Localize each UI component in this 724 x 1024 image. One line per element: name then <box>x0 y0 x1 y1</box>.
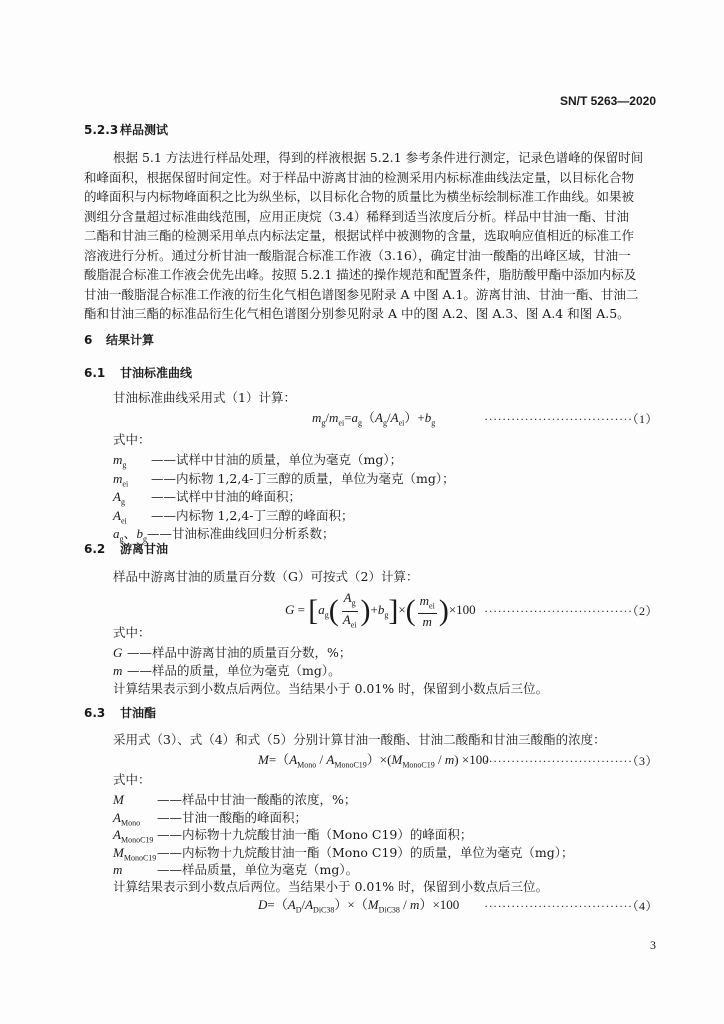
symbol-letter: A <box>113 489 121 504</box>
formula-term: A <box>343 590 352 605</box>
section-number: 6.2 <box>84 542 106 556</box>
paragraph-line: 测组分含量超过标准曲线范围，应用正庚烷（3.4）稀释到适当浓度后分析。样品中甘油一酯、甘油 <box>84 208 629 224</box>
section-title: 结果计算 <box>106 333 155 347</box>
symbol-letter: m <box>113 470 123 486</box>
symbol-subscript: g <box>122 460 127 470</box>
formula-term: ）+ <box>404 410 425 425</box>
symbol-subscript: g <box>119 534 124 544</box>
paren-open: ( <box>405 594 416 628</box>
section-heading-6-1 <box>84 365 192 381</box>
formula-term: m <box>329 410 339 425</box>
symbol-letter: A <box>113 827 121 842</box>
symbol-subscript: MonoC19 <box>123 853 157 863</box>
formula-term: ）×100 <box>419 897 460 912</box>
section-number: 6.3 <box>84 706 106 720</box>
symbol-letter: b <box>136 526 144 541</box>
equation-number: （2） <box>632 604 658 618</box>
formula-4-leader <box>484 897 658 914</box>
bracket-open: [ <box>308 594 319 628</box>
where-label: 式中： <box>113 432 151 447</box>
dot-leader: ································· <box>484 604 633 618</box>
paragraph-line: 酯和甘油三酯的标准品衍生化气相色谱图分别参见附录 A 中的图 A.2、图 A.3、图 A.4 和图 A.5。 <box>84 306 630 321</box>
symbol-letter: A <box>113 809 121 825</box>
formula-subscript: g <box>431 418 436 428</box>
rounding-note: 计算结果表示到小数点后两位。当结果小于 0.01% 时，保留到小数点后三位。 <box>113 681 549 696</box>
formula-subscript: Mono <box>297 760 317 770</box>
formula-term: ×100 <box>448 602 476 618</box>
formula-subscript: g <box>321 418 326 428</box>
rounding-note: 计算结果表示到小数点后两位。当结果小于 0.01% 时，保留到小数点后三位。 <box>113 879 549 894</box>
formula-intro: 采用式（3）、式（4）和式（5）分别计算甘油一酸酯、甘油二酸酯和甘油三酸酯的浓度： <box>113 732 606 747</box>
symbol-letter: A <box>113 507 121 523</box>
formula-term: M <box>391 752 403 767</box>
paragraph-line: 根据 5.1 方法进行样品处理，得到的样液根据 5.2.1 参考条件进行测定，记录色谱峰的保留时间 <box>113 150 644 165</box>
formula-4 <box>258 897 459 919</box>
formula-term: A <box>289 752 298 767</box>
formula-term: ）×（ <box>334 897 368 912</box>
symbol-subscript: ei <box>120 516 127 526</box>
symbol-letter: M <box>113 792 124 807</box>
paren-close: ) <box>438 594 449 628</box>
formula-term: A <box>287 897 296 912</box>
symbol-subscript: Mono <box>120 818 141 828</box>
formula-intro: 样品中游离甘油的质量百分数（G）可按式（2）计算： <box>113 569 419 584</box>
paren-close: ) <box>360 594 371 628</box>
formula-subscript: ei <box>429 601 435 611</box>
variable-description: ——样品中游离甘油的质量百分数，%； <box>127 645 352 660</box>
formula-term: A <box>326 752 335 767</box>
formula-subscript: DiC38 <box>378 905 400 915</box>
formula-term: m <box>419 592 430 608</box>
formula-term: ）×( <box>366 752 392 767</box>
fraction-peak-area <box>341 590 359 632</box>
variable-description: ——样品的质量，单位为毫克（mg）。 <box>127 663 341 678</box>
formula-term: A <box>375 410 383 425</box>
formula-term: + <box>370 602 378 618</box>
formula-2-leader <box>484 602 658 619</box>
formula-subscript: ei <box>338 418 345 428</box>
section-title: 甘油标准曲线 <box>120 366 193 380</box>
section-number: 6 <box>84 333 93 347</box>
variable-description: ——内标物 1,2,4-丁三醇的峰面积； <box>151 507 354 523</box>
section-title: 游离甘油 <box>120 542 169 556</box>
running-header-standard-number: SN/T 5263—2020 <box>559 94 656 108</box>
where-label: 式中： <box>113 625 151 640</box>
section-title: 甘油酯 <box>120 706 157 720</box>
formula-term: A <box>390 410 399 425</box>
formula-2 <box>285 590 476 635</box>
variable-description: ——内标物十九烷酸甘油一酯（Mono C19）的质量，单位为毫克（mg）； <box>157 844 574 860</box>
formula-term: / <box>316 752 327 767</box>
formula-subscript: MonoC19 <box>334 760 367 770</box>
paragraph-line: 和峰面积，根据保留时间定性。对于样品中游离甘油的检测采用内标标准曲线法定量，以目标化合物 <box>84 169 635 185</box>
fraction-mass <box>418 593 437 630</box>
paragraph-line: 二酯和甘油三酯的检测采用单点内标法定量，根据试样中被测物的含量，选取响应值相近的标准工作 <box>84 228 635 243</box>
variable-description: ——甘油一酸酯的峰面积； <box>157 809 308 825</box>
bracket-close: ] <box>388 594 399 628</box>
paragraph-line: 甘油一酸脂混合标准工作液的衍生化气相色谱图参见附录 A 中图 A.1。游离甘油、甘油一酯、甘油二 <box>84 286 639 302</box>
formula-term: = <box>297 602 305 618</box>
formula-term: m <box>422 614 432 630</box>
formula-term: （ <box>362 410 376 425</box>
formula-subscript: g <box>351 598 356 608</box>
paragraph-line: 酸脂混合标准工作液会优先出峰。按照 5.2.1 描述的操作规范和配置条件，脂肪酸甲酯中添加内标及 <box>84 267 637 282</box>
formula-subscript: g <box>383 418 387 428</box>
formula-3 <box>258 752 489 774</box>
formula-term: D <box>258 897 268 912</box>
variable-description: ——甘油标准曲线回归分析系数； <box>147 526 335 541</box>
formula-term: A <box>342 611 351 627</box>
formula-subscript: DiC38 <box>313 905 335 915</box>
symbol-letter: m <box>113 452 123 467</box>
symbol-letter: M <box>113 844 124 860</box>
formula-term: b <box>424 410 432 425</box>
formula-subscript: g <box>324 610 329 620</box>
paren-open: ( <box>328 594 339 628</box>
dot-leader: ································· <box>484 412 633 426</box>
section-heading-6-2 <box>84 541 168 557</box>
variable-description: ——样品中甘油一酸酯的浓度，%； <box>157 792 357 807</box>
dot-leader: ································· <box>484 899 633 913</box>
where-label: 式中： <box>113 772 151 787</box>
formula-1-leader <box>484 410 658 427</box>
section-number: 6.1 <box>84 366 106 380</box>
formula-term: =（ <box>268 752 290 767</box>
formula-term: / <box>399 897 411 912</box>
variable-description: ——内标物 1,2,4-丁三醇的质量，单位为毫克（mg）； <box>151 470 455 486</box>
section-number: 5.2.3 <box>84 123 119 137</box>
paragraph-line: 的峰面积与内标物峰面积之比为纵坐标，以目标化合物的质量比为横坐标绘制标准工作曲线。如果被 <box>84 189 635 204</box>
formula-term: / <box>387 410 391 425</box>
section-title: 样品测试 <box>120 123 169 137</box>
formula-1 <box>312 410 435 432</box>
formula-term: ) ×100 <box>454 752 489 767</box>
section-heading-6-3 <box>84 705 156 721</box>
formula-intro: 甘油标准曲线采用式（1）计算： <box>113 390 296 405</box>
symbol-letter: a <box>113 526 120 541</box>
formula-term: / <box>301 897 306 912</box>
equation-number: （4） <box>632 899 658 913</box>
formula-term: A <box>305 897 314 912</box>
formula-term: b <box>377 602 385 618</box>
separator: 、 <box>123 526 137 541</box>
formula-subscript: MonoC19 <box>402 760 435 770</box>
formula-subscript: g <box>358 418 363 428</box>
symbol-letter: m <box>113 862 123 877</box>
dot-leader: ································· <box>484 754 633 768</box>
equation-number: （3） <box>632 754 658 768</box>
formula-term: = <box>344 410 352 425</box>
formula-subscript: ei <box>398 418 405 428</box>
formula-subscript: ei <box>350 620 357 630</box>
symbol-subscript: g <box>120 497 125 507</box>
paragraph-line: 溶液进行分析。通过分析甘油一酸脂混合标准工作液（3.16），确定甘油一酸酯的出峰区域，甘油一 <box>84 247 631 263</box>
symbol-letter: G <box>113 645 123 660</box>
symbol-letter: m <box>113 663 123 678</box>
variable-description: ——内标物十九烷酸甘油一酯（Mono C19）的峰面积； <box>157 827 473 842</box>
formula-term: m <box>312 410 322 425</box>
formula-subscript: D <box>295 905 302 915</box>
equation-number: （1） <box>632 412 658 426</box>
page-number: 3 <box>650 938 656 952</box>
symbol-subscript: g <box>143 534 148 544</box>
formula-term: × <box>398 602 406 618</box>
formula-term: m <box>444 752 455 767</box>
formula-term: m <box>410 897 420 912</box>
formula-term: M <box>367 897 379 912</box>
symbol-subscript: ei <box>122 479 129 489</box>
formula-term: =（ <box>267 897 288 912</box>
formula-term: / <box>325 410 330 425</box>
formula-term: a <box>318 602 325 618</box>
variable-description: ——试样中甘油的峰面积； <box>151 489 302 504</box>
formula-3-leader <box>484 752 658 769</box>
formula-term: / <box>434 752 445 767</box>
formula-term: M <box>258 752 269 767</box>
formula-subscript: g <box>384 610 389 620</box>
formula-term: G <box>285 602 295 618</box>
section-heading-6 <box>84 332 154 348</box>
variable-description: ——试样中甘油的质量，单位为毫克（mg）； <box>151 452 403 467</box>
formula-term: a <box>351 410 359 425</box>
variable-description: ——样品质量，单位为毫克（mg）。 <box>157 862 359 877</box>
section-heading-5-2-3 <box>84 122 168 138</box>
symbol-subscript: MonoC19 <box>120 835 154 845</box>
